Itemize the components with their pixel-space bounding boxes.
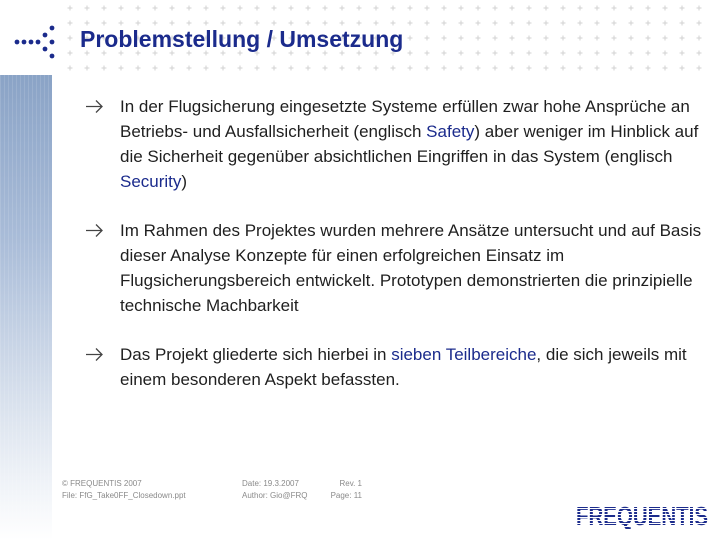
plus-mark [408,51,413,56]
plus-mark [357,21,362,26]
plus-mark [629,66,634,71]
plus-mark [119,66,124,71]
plus-mark [136,21,141,26]
plus-mark [561,21,566,26]
plus-mark [646,36,651,41]
plus-mark [255,21,260,26]
plus-mark [187,21,192,26]
plus-mark [561,51,566,56]
plus-mark [612,21,617,26]
bullet-text: Das Projekt gliederte sich hierbei in [120,345,392,364]
plus-mark [68,66,73,71]
bullet-text: Im Rahmen des Projektes wurden mehrere Ansätze untersucht und auf Basis dieser Analyse Konzepte für einen erfolgreichen Einsatz im Flugsicherungsbereich entwickelt. Prototypen demonstrierten die prinzipielle technische Machbarkeit [120,221,702,315]
plus-mark [238,66,243,71]
bullet-text: ) [181,172,188,191]
plus-mark [595,6,600,11]
plus-mark [629,51,634,56]
plus-mark [680,66,685,71]
plus-mark [391,66,396,71]
footer-middle [242,478,307,502]
plus-mark [85,6,90,11]
plus-mark [663,51,668,56]
plus-mark [646,66,651,71]
plus-mark [425,51,430,56]
plus-mark [510,51,515,56]
bullet-item [84,342,704,392]
plus-mark [612,36,617,41]
plus-mark [357,6,362,11]
plus-mark [170,6,175,11]
highlight-security: Security [120,172,182,191]
plus-mark [459,66,464,71]
plus-mark [408,6,413,11]
plus-mark [544,51,549,56]
frequentis-logo [574,500,710,530]
plus-mark [476,6,481,11]
plus-mark [663,6,668,11]
plus-mark [646,51,651,56]
plus-mark [663,36,668,41]
plus-mark [204,21,209,26]
plus-mark [102,6,107,11]
plus-mark [221,21,226,26]
plus-mark [374,6,379,11]
plus-mark [561,36,566,41]
plus-mark [442,51,447,56]
plus-mark [595,36,600,41]
plus-mark [170,66,175,71]
plus-mark [442,6,447,11]
logo-text: FREQUENTIS [576,501,708,530]
plus-mark [374,21,379,26]
plus-mark [68,36,73,41]
footer-rev: Rev. 1 [339,479,362,488]
plus-mark [510,36,515,41]
plus-mark [612,6,617,11]
plus-mark [527,21,532,26]
plus-mark [306,6,311,11]
plus-mark [493,51,498,56]
plus-mark [476,36,481,41]
plus-mark [170,21,175,26]
plus-mark [374,66,379,71]
plus-mark [289,6,294,11]
plus-mark [289,21,294,26]
plus-mark [408,66,413,71]
plus-mark [187,66,192,71]
plus-mark [102,66,107,71]
plus-mark [476,51,481,56]
plus-mark [442,66,447,71]
plus-mark [255,6,260,11]
plus-mark [238,21,243,26]
plus-mark [527,51,532,56]
plus-mark [85,66,90,71]
plus-mark [595,66,600,71]
plus-mark [323,66,328,71]
plus-mark [697,51,702,56]
plus-mark [459,21,464,26]
plus-mark [306,21,311,26]
plus-mark [442,36,447,41]
plus-mark [493,66,498,71]
footer-page: Page: 11 [330,491,362,500]
plus-mark [136,66,141,71]
plus-mark [221,6,226,11]
bullet-item [84,94,704,194]
footer-file: File: FfG_Take0FF_Closedown.ppt [62,491,186,500]
plus-mark [629,36,634,41]
plus-mark [425,21,430,26]
footer-left [62,478,186,502]
plus-mark [323,6,328,11]
plus-mark [272,6,277,11]
plus-mark [459,36,464,41]
plus-mark [153,6,158,11]
plus-mark [527,36,532,41]
highlight-safety: Safety [426,122,475,141]
plus-mark [476,66,481,71]
plus-mark [612,66,617,71]
footer-date: Date: 19.3.2007 [242,479,299,488]
frequentis-dots-logo-icon [14,24,60,60]
plus-mark [544,21,549,26]
plus-mark [595,21,600,26]
plus-mark [204,66,209,71]
plus-mark [680,6,685,11]
plus-mark [238,6,243,11]
plus-mark [459,51,464,56]
plus-mark [425,66,430,71]
plus-mark [408,21,413,26]
plus-mark [221,66,226,71]
plus-mark [255,66,260,71]
plus-mark [697,36,702,41]
plus-mark [697,21,702,26]
plus-mark [527,6,532,11]
plus-mark [680,51,685,56]
plus-mark [595,51,600,56]
footer-author: Author: Gio@FRQ [242,491,308,500]
plus-mark [340,21,345,26]
plus-mark [357,66,362,71]
plus-mark [119,21,124,26]
plus-mark [680,36,685,41]
plus-mark [187,6,192,11]
plus-mark [272,66,277,71]
plus-mark [578,6,583,11]
plus-mark [561,6,566,11]
slide-title: Problemstellung / Umsetzung [80,26,404,52]
bullet-item [84,218,704,318]
plus-mark [323,21,328,26]
plus-mark [68,6,73,11]
plus-mark [459,6,464,11]
plus-mark [663,66,668,71]
plus-mark [340,6,345,11]
plus-mark [425,36,430,41]
plus-mark [391,21,396,26]
plus-mark [153,66,158,71]
plus-mark [578,51,583,56]
plus-mark [442,21,447,26]
arrow-right-icon [84,218,108,243]
plus-mark [544,66,549,71]
plus-mark [272,21,277,26]
plus-mark [391,6,396,11]
plus-mark [612,51,617,56]
plus-mark [510,6,515,11]
plus-mark [493,36,498,41]
plus-mark [119,6,124,11]
plus-mark [340,66,345,71]
arrow-right-icon [84,94,108,119]
plus-mark [629,6,634,11]
plus-mark [663,21,668,26]
plus-mark [544,6,549,11]
plus-mark [527,66,532,71]
plus-mark [85,21,90,26]
bullet-text: ) aber weniger im Hinblick auf die Sicherheit gegenüber absichtlichen Eingriffen in das System (englisch [120,122,699,166]
footer-right [322,478,362,502]
plus-mark [136,6,141,11]
plus-mark [289,66,294,71]
bullet-text: , die sich jeweils mit einem besonderen Aspekt befassten. [120,345,687,389]
arrow-right-icon [84,342,108,367]
plus-mark [510,21,515,26]
plus-mark [153,21,158,26]
plus-mark [578,21,583,26]
plus-mark [425,6,430,11]
plus-mark [578,36,583,41]
slide-content [84,94,704,416]
footer-copyright: © FREQUENTIS 2007 [62,479,142,488]
plus-mark [561,66,566,71]
bullet-text: In der Flugsicherung eingesetzte Systeme erfüllen zwar hohe Ansprüche an Betriebs- und Ausfallsicherheit (englisch [120,97,690,141]
plus-mark [697,6,702,11]
plus-mark [629,21,634,26]
plus-mark [544,36,549,41]
plus-mark [68,21,73,26]
plus-mark [408,36,413,41]
plus-mark [578,66,583,71]
plus-mark [510,66,515,71]
plus-mark [204,6,209,11]
plus-mark [493,6,498,11]
plus-mark [102,21,107,26]
side-bar-texture [0,75,52,540]
plus-mark [306,66,311,71]
plus-mark [646,6,651,11]
plus-mark [68,51,73,56]
plus-mark [697,66,702,71]
highlight-teilbereiche: sieben Teilbereiche [391,345,537,364]
plus-mark [476,21,481,26]
plus-mark [646,21,651,26]
plus-mark [493,21,498,26]
plus-mark [680,21,685,26]
